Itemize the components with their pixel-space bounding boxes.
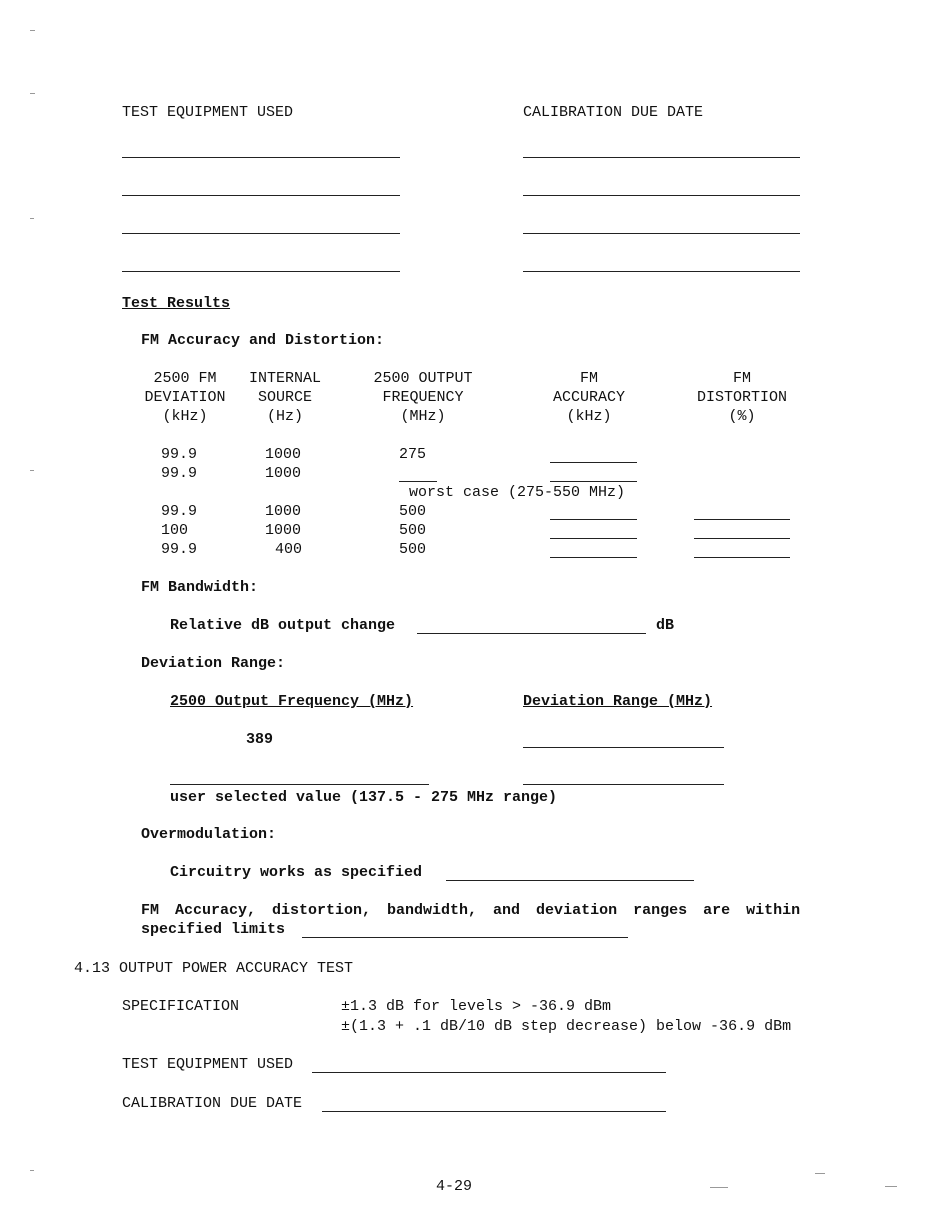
fm-accuracy-heading: FM Accuracy and Distortion: xyxy=(141,332,385,349)
summary-entry-line[interactable] xyxy=(302,937,628,938)
section-equipment-label: TEST EQUIPMENT USED xyxy=(122,1056,294,1073)
summary-line-1: FM Accuracy, distortion, bandwidth, and deviation ranges are within xyxy=(141,902,801,919)
accuracy-entry-line[interactable] xyxy=(550,462,637,463)
col-frequency-header-3: (MHz) xyxy=(400,408,446,425)
section-413-title: 4.13 OUTPUT POWER ACCURACY TEST xyxy=(74,960,354,977)
table-cell-source: 1000 xyxy=(265,446,302,463)
fm-bandwidth-heading: FM Bandwidth: xyxy=(141,579,259,596)
table-cell-deviation: 100 xyxy=(161,522,189,539)
calibration-entry-line[interactable] xyxy=(523,271,800,272)
col-accuracy-header-2: ACCURACY xyxy=(552,389,626,406)
calibration-entry-line[interactable] xyxy=(523,195,800,196)
col-frequency-header-2: FREQUENCY xyxy=(382,389,464,406)
col-deviation-header-2: DEVIATION xyxy=(144,389,226,406)
table-cell-source: 1000 xyxy=(265,503,302,520)
spec-line-1: ±1.3 dB for levels > -36.9 dBm xyxy=(341,998,612,1015)
table-cell-source: 1000 xyxy=(265,465,302,482)
circuitry-entry-line[interactable] xyxy=(446,880,694,881)
scan-mark xyxy=(815,1173,825,1174)
relative-db-label: Relative dB output change xyxy=(170,617,396,634)
col-distortion-header-3: (%) xyxy=(728,408,756,425)
scan-mark xyxy=(30,470,34,471)
specification-label: SPECIFICATION xyxy=(122,998,240,1015)
scan-mark xyxy=(885,1186,897,1187)
col-source-header-1: INTERNAL xyxy=(248,370,322,387)
table-cell-frequency: 500 xyxy=(399,503,427,520)
col-distortion-header-1: FM xyxy=(732,370,752,387)
summary-line-2: specified limits xyxy=(141,921,286,938)
accuracy-entry-line[interactable] xyxy=(550,519,637,520)
table-cell-deviation: 99.9 xyxy=(161,465,198,482)
section-equipment-entry-line[interactable] xyxy=(312,1072,666,1073)
col-accuracy-header-3: (kHz) xyxy=(566,408,612,425)
table-cell-deviation: 99.9 xyxy=(161,446,198,463)
col-distortion-header-2: DISTORTION xyxy=(696,389,788,406)
deviation-range-entry-line[interactable] xyxy=(523,747,724,748)
circuitry-label: Circuitry works as specified xyxy=(170,864,423,881)
db-unit: dB xyxy=(656,617,675,634)
col-frequency-header-1: 2500 OUTPUT xyxy=(373,370,473,387)
output-frequency-column-label: 2500 Output Frequency (MHz) xyxy=(170,693,414,710)
table-cell-frequency: 275 xyxy=(399,446,427,463)
scan-mark xyxy=(30,218,34,219)
user-selected-note: user selected value (137.5 - 275 MHz range) xyxy=(170,789,558,806)
col-source-header-2: SOURCE xyxy=(257,389,313,406)
spec-line-2: ±(1.3 + .1 dB/10 dB step decrease) below -36.9 dBm xyxy=(341,1018,792,1035)
deviation-range-column-label: Deviation Range (MHz) xyxy=(523,693,713,710)
distortion-entry-line[interactable] xyxy=(694,538,790,539)
equipment-entry-line[interactable] xyxy=(122,157,400,158)
col-deviation-header-1: 2500 FM xyxy=(153,370,217,387)
worst-case-note: worst case (275-550 MHz) xyxy=(409,484,626,501)
test-results-title: Test Results xyxy=(122,295,231,312)
equipment-used-label: TEST EQUIPMENT USED xyxy=(122,104,294,121)
deviation-range-heading: Deviation Range: xyxy=(141,655,286,672)
equipment-entry-line[interactable] xyxy=(122,195,400,196)
deviation-range-entry-line[interactable] xyxy=(523,784,724,785)
accuracy-entry-line[interactable] xyxy=(550,538,637,539)
overmodulation-heading: Overmodulation: xyxy=(141,826,277,843)
equipment-entry-line[interactable] xyxy=(122,233,400,234)
col-source-header-3: (Hz) xyxy=(266,408,304,425)
scan-mark xyxy=(710,1187,728,1188)
calibration-entry-line[interactable] xyxy=(523,233,800,234)
table-cell-frequency: 500 xyxy=(399,541,427,558)
table-cell-deviation: 99.9 xyxy=(161,503,198,520)
distortion-entry-line[interactable] xyxy=(694,519,790,520)
table-cell-frequency: 500 xyxy=(399,522,427,539)
calibration-entry-line[interactable] xyxy=(523,157,800,158)
table-cell-deviation: 99.9 xyxy=(161,541,198,558)
scan-mark xyxy=(30,30,35,31)
col-deviation-header-3: (kHz) xyxy=(162,408,208,425)
frequency-entry-line[interactable] xyxy=(399,481,437,482)
accuracy-entry-line[interactable] xyxy=(550,557,637,558)
scan-mark xyxy=(30,1170,34,1171)
calibration-due-label: CALIBRATION DUE DATE xyxy=(523,104,704,121)
accuracy-entry-line[interactable] xyxy=(550,481,637,482)
distortion-entry-line[interactable] xyxy=(694,557,790,558)
scan-mark xyxy=(30,93,35,94)
section-calibration-label: CALIBRATION DUE DATE xyxy=(122,1095,303,1112)
relative-db-entry-line[interactable] xyxy=(417,633,646,634)
page-number: 4-29 xyxy=(436,1178,473,1195)
equipment-entry-line[interactable] xyxy=(122,271,400,272)
deviation-frequency-value: 389 xyxy=(246,731,274,748)
section-calibration-entry-line[interactable] xyxy=(322,1111,666,1112)
table-cell-source: 400 xyxy=(275,541,303,558)
table-cell-source: 1000 xyxy=(265,522,302,539)
col-accuracy-header-1: FM xyxy=(579,370,599,387)
user-frequency-entry-line[interactable] xyxy=(170,784,429,785)
